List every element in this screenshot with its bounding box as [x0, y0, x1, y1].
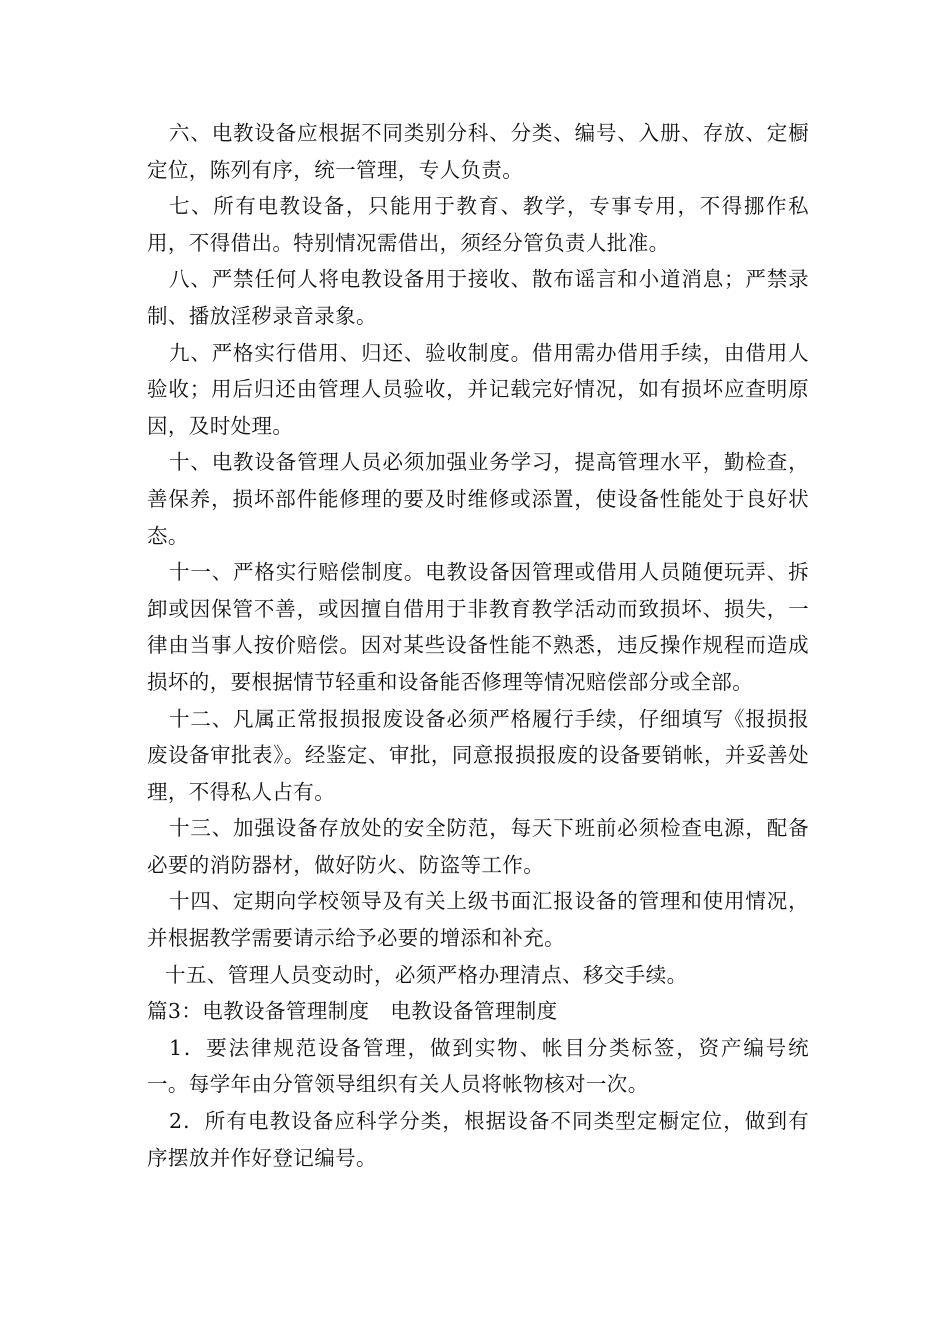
paragraph-rule-2: 2．所有电教设备应科学分类，根据设备不同类型定橱定位，做到有序摆放并作好登记编号。 [147, 1109, 809, 1170]
paragraph-rule-1: 1．要法律规范设备管理，做到实物、帐目分类标签，资产编号统一。每学年由分管领导组织有关人员将帐物核对一次。 [147, 1035, 809, 1097]
paragraph-item-7: 七、所有电教设备，只能用于教育、教学，专事专用，不得挪作私用，不得借出。特别情况需借出，须经分管负责人批准。 [147, 194, 809, 255]
section-heading: 篇3：电教设备管理制度 电教设备管理制度 [147, 999, 558, 1024]
paragraph-item-8: 八、严禁任何人将电教设备用于接收、散布谣言和小道消息；严禁录制、播放淫秽录音录象。 [147, 267, 809, 328]
paragraph-item-14: 十四、定期向学校领导及有关上级书面汇报设备的管理和使用情况，并根据教学需要请示给予必要的增添和补充。 [147, 889, 809, 951]
paragraph-item-13: 十三、加强设备存放处的安全防范，每天下班前必须检查电源，配备必要的消防器材，做好防火、防盗等工作。 [147, 816, 809, 877]
paragraph-item-11: 十一、严格实行赔偿制度。电教设备因管理或借用人员随便玩弄、拆卸或因保管不善，或因擅自借用于非教育教学活动而致损坏、损失，一律由当事人按价赔偿。因对某些设备性能不熟悉，违反操作规程而造成损坏的，要根据情节轻重和设备能否修理等情况赔偿部分或全部。 [147, 560, 809, 694]
paragraph-item-6: 六、电教设备应根据不同类别分科、分类、编号、入册、存放、定橱定位，陈列有序，统一管理，专人负责。 [147, 121, 809, 182]
paragraph-item-9: 九、严格实行借用、归还、验收制度。借用需办借用手续，由借用人验收；用后归还由管理人员验收，并记载完好情况，如有损坏应查明原因，及时处理。 [147, 340, 809, 438]
paragraph-item-10: 十、电教设备管理人员必须加强业务学习，提高管理水平，勤检查，善保养，损坏部件能修理的要及时维修或添置，使设备性能处于良好状态。 [147, 450, 809, 548]
document-body [147, 115, 809, 1176]
paragraph-item-15: 十五、管理人员变动时，必须严格办理清点、移交手续。 [165, 962, 688, 987]
paragraph-item-12: 十二、凡属正常报损报废设备必须严格履行手续，仔细填写《报损报废设备审批表》。经鉴定、审批，同意报损报废的设备要销帐，并妥善处理，不得私人占有。 [147, 706, 809, 804]
